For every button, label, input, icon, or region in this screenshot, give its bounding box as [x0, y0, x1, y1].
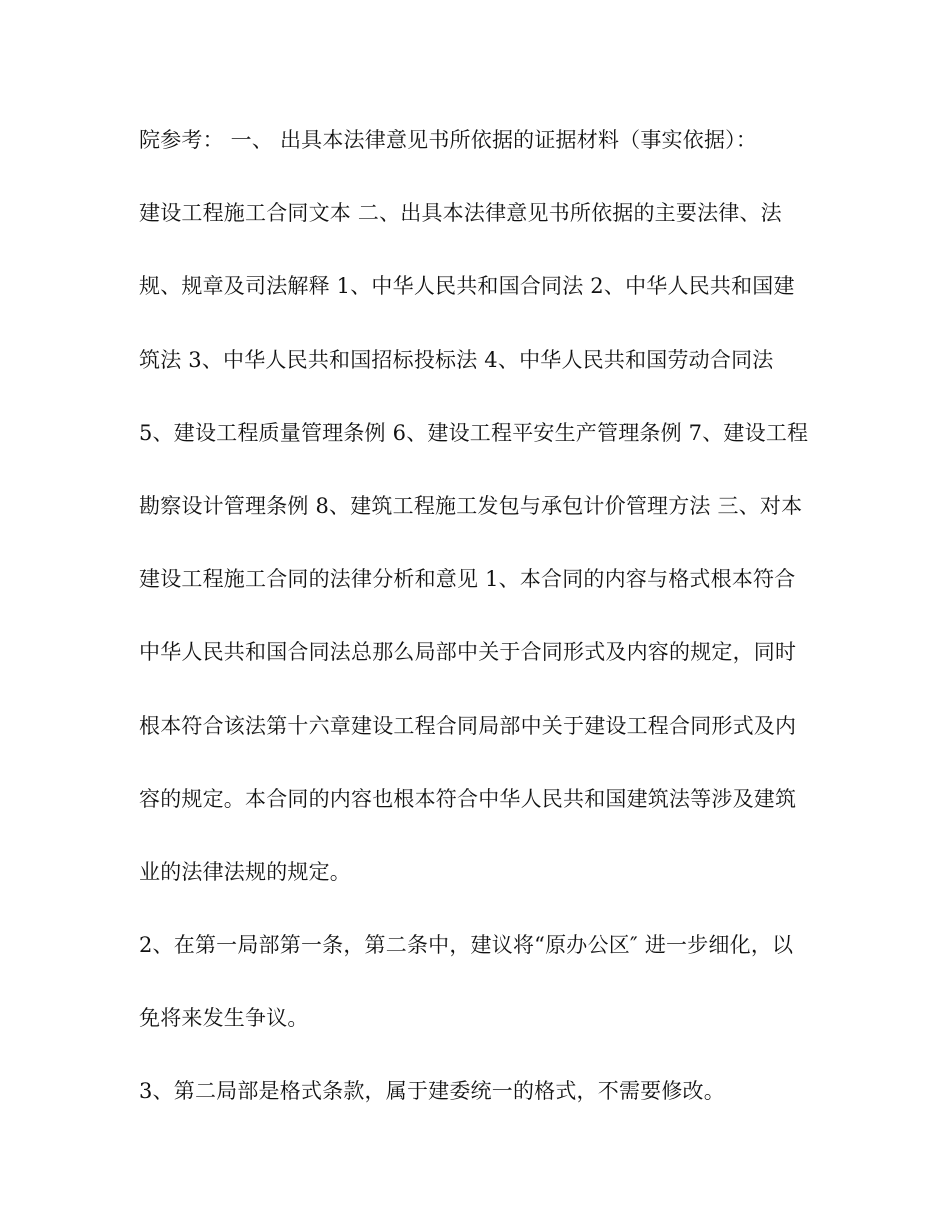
text-line-4: 筑法 3、中华人民共和国招标投标法 4、中华人民共和国劳动合同法 — [139, 347, 774, 372]
text-line-12: 2、在第一局部第一条，第二条中，建议将“原办公区″ 进一步细化，以 — [139, 933, 794, 958]
text-line-5: 5、建设工程质量管理条例 6、建设工程平安生产管理条例 7、建设工程 — [139, 420, 809, 445]
text-line-8: 中华人民共和国合同法总那么局部中关于合同形式及内容的规定，同时 — [139, 640, 797, 665]
text-line-9: 根本符合该法第十六章建设工程合同局部中关于建设工程合同形式及内 — [139, 713, 797, 738]
text-line-14: 3、第二局部是格式条款，属于建委统一的格式，不需要修改。 — [139, 1079, 725, 1104]
text-line-11: 业的法律法规的规定。 — [139, 859, 351, 884]
document-body — [139, 122, 819, 1147]
text-line-7: 建设工程施工合同的法律分析和意见 1、本合同的内容与格式根本符合 — [139, 567, 796, 592]
text-line-13: 免将来发生争议。 — [139, 1006, 309, 1031]
text-line-1: 院参考： 一、 出具本法律意见书所依据的证据材料（事实依据）： — [139, 128, 758, 152]
text-line-2: 建设工程施工合同文本 二、出具本法律意见书所依据的主要法律、法 — [139, 201, 782, 226]
text-line-6: 勘察设计管理条例 8、建筑工程施工发包与承包计价管理方法 三、对本 — [139, 493, 803, 518]
text-line-10: 容的规定。本合同的内容也根本符合中华人民共和国建筑法等涉及建筑 — [139, 786, 797, 811]
text-line-3: 规、规章及司法解释 1、中华人民共和国合同法 2、中华人民共和国建 — [139, 274, 795, 299]
